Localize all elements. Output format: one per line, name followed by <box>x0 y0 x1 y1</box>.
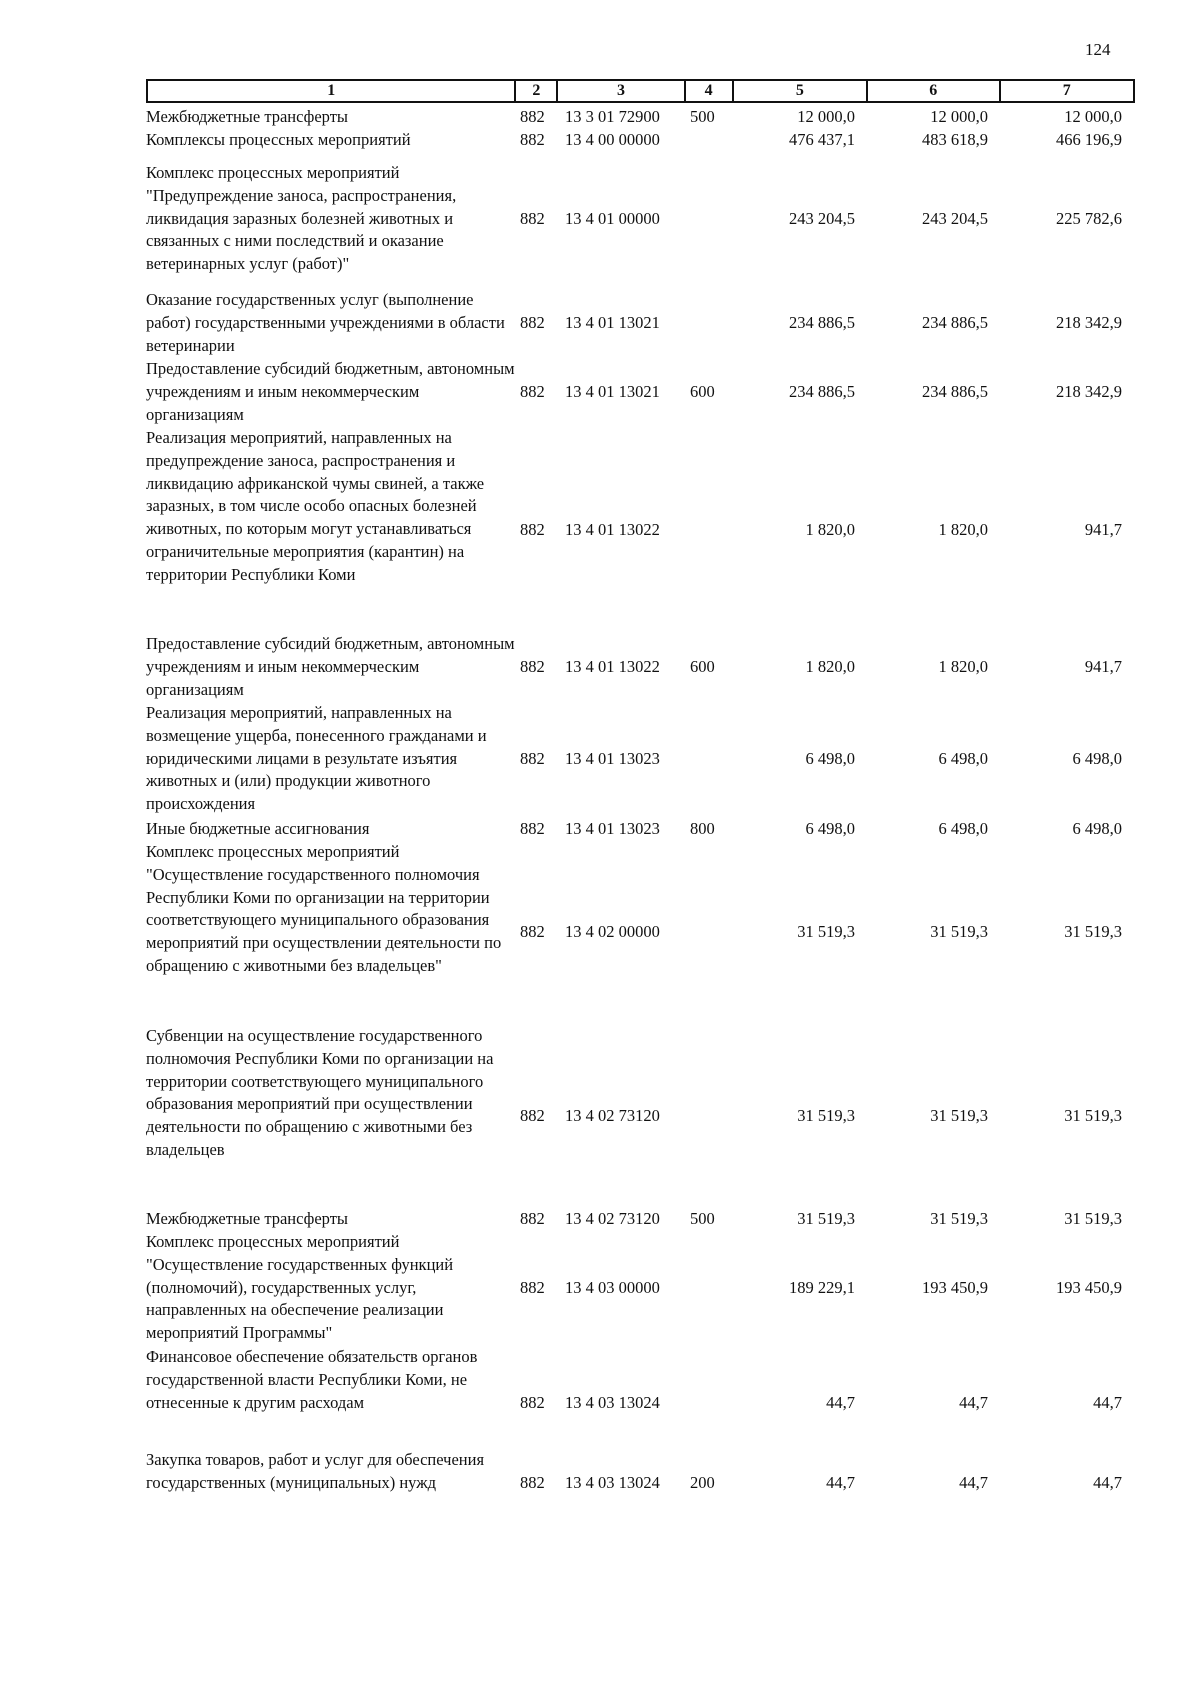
row-target-code: 13 4 00 00000 <box>565 130 660 149</box>
row-description: Комплексы процессных мероприятий <box>146 130 411 149</box>
row-value-col5: 44,7 <box>826 1393 855 1412</box>
row-admin-code: 882 <box>520 209 545 228</box>
row-value-col7: 225 782,6 <box>1056 209 1122 228</box>
row-admin-code: 882 <box>520 657 545 676</box>
row-value-col7: 218 342,9 <box>1056 313 1122 332</box>
row-value-col6: 12 000,0 <box>930 107 988 126</box>
row-value-col7: 31 519,3 <box>1064 1106 1122 1125</box>
row-target-code: 13 4 03 13024 <box>565 1393 660 1412</box>
column-header-5: 5 <box>733 80 867 102</box>
row-target-code: 13 4 03 00000 <box>565 1278 660 1297</box>
row-description: Оказание государственных услуг (выполнение работ) государственными учреждениями в области ветеринарии <box>146 290 505 355</box>
row-value-col7: 31 519,3 <box>1064 1209 1122 1228</box>
row-value-col6: 31 519,3 <box>930 1106 988 1125</box>
row-value-col6: 31 519,3 <box>930 1209 988 1228</box>
row-expense-type: 800 <box>690 819 715 838</box>
row-value-col6: 193 450,9 <box>922 1278 988 1297</box>
row-admin-code: 882 <box>520 520 545 539</box>
row-value-col6: 1 820,0 <box>938 657 988 676</box>
row-value-col7: 12 000,0 <box>1064 107 1122 126</box>
row-value-col5: 1 820,0 <box>805 520 855 539</box>
row-value-col5: 44,7 <box>826 1473 855 1492</box>
row-admin-code: 882 <box>520 382 545 401</box>
row-admin-code: 882 <box>520 1106 545 1125</box>
row-value-col5: 234 886,5 <box>789 313 855 332</box>
row-value-col5: 1 820,0 <box>805 657 855 676</box>
row-description: Комплекс процессных мероприятий "Предупреждение заноса, распространения, ликвидация заразных болезней животных и связанных с ними последствий и оказание ветеринарных услуг (работ)" <box>146 163 457 274</box>
column-header-2: 2 <box>515 80 557 102</box>
row-value-col7: 466 196,9 <box>1056 130 1122 149</box>
row-expense-type: 200 <box>690 1473 715 1492</box>
row-value-col5: 31 519,3 <box>797 1209 855 1228</box>
row-target-code: 13 4 01 13023 <box>565 819 660 838</box>
row-value-col6: 44,7 <box>959 1393 988 1412</box>
row-target-code: 13 4 01 13021 <box>565 382 660 401</box>
row-admin-code: 882 <box>520 1209 545 1228</box>
column-header-row <box>147 80 1134 102</box>
row-value-col5: 476 437,1 <box>789 130 855 149</box>
row-description: Межбюджетные трансферты <box>146 107 349 126</box>
row-value-col7: 44,7 <box>1093 1473 1122 1492</box>
row-description: Предоставление субсидий бюджетным, автономным учреждениям и иным некоммерческим организациям <box>146 359 515 424</box>
row-description: Комплекс процессных мероприятий "Осуществление государственных функций (полномочий), государственных услуг, направленных на обеспечение реализации мероприятий Программы" <box>146 1232 454 1343</box>
column-header-4: 4 <box>685 80 733 102</box>
column-header-7: 7 <box>1000 80 1135 102</box>
row-target-code: 13 3 01 72900 <box>565 107 660 126</box>
column-header-table <box>146 79 1135 103</box>
row-value-col5: 6 498,0 <box>805 749 855 768</box>
row-value-col6: 6 498,0 <box>938 819 988 838</box>
row-value-col7: 218 342,9 <box>1056 382 1122 401</box>
row-target-code: 13 4 01 13022 <box>565 520 660 539</box>
row-expense-type: 600 <box>690 657 715 676</box>
row-value-col6: 1 820,0 <box>938 520 988 539</box>
row-value-col5: 243 204,5 <box>789 209 855 228</box>
column-header-6: 6 <box>867 80 999 102</box>
row-expense-type: 500 <box>690 107 715 126</box>
row-target-code: 13 4 01 13023 <box>565 749 660 768</box>
row-target-code: 13 4 01 13022 <box>565 657 660 676</box>
row-admin-code: 882 <box>520 819 545 838</box>
row-target-code: 13 4 02 73120 <box>565 1106 660 1125</box>
row-value-col7: 6 498,0 <box>1072 819 1122 838</box>
row-admin-code: 882 <box>520 1393 545 1412</box>
row-value-col7: 193 450,9 <box>1056 1278 1122 1297</box>
row-value-col5: 189 229,1 <box>789 1278 855 1297</box>
row-value-col7: 941,7 <box>1084 657 1122 676</box>
row-description: Финансовое обеспечение обязательств органов государственной власти Республики Коми, не отнесенные к другим расходам <box>146 1347 478 1412</box>
column-header-1: 1 <box>147 80 515 102</box>
row-value-col7: 941,7 <box>1084 520 1122 539</box>
row-value-col6: 234 886,5 <box>922 382 988 401</box>
row-expense-type: 600 <box>690 382 715 401</box>
row-description: Закупка товаров, работ и услуг для обеспечения государственных (муниципальных) нужд <box>146 1450 485 1492</box>
row-description: Реализация мероприятий, направленных на предупреждение заноса, распространения и ликвидацию африканской чумы свиней, а также заразных, в том числе особо опасных болезней животных, по которым могут устанавливаться ограничительные мероприятия (карантин) на территории Республики Коми <box>146 428 485 584</box>
row-value-col7: 6 498,0 <box>1072 749 1122 768</box>
row-admin-code: 882 <box>520 130 545 149</box>
row-target-code: 13 4 01 00000 <box>565 209 660 228</box>
row-target-code: 13 4 02 73120 <box>565 1209 660 1228</box>
row-value-col5: 234 886,5 <box>789 382 855 401</box>
row-value-col6: 6 498,0 <box>938 749 988 768</box>
row-value-col6: 483 618,9 <box>922 130 988 149</box>
page-number: 124 <box>1085 40 1111 59</box>
row-expense-type: 500 <box>690 1209 715 1228</box>
row-description: Субвенции на осуществление государственного полномочия Республики Коми по организации на территории соответствующего муниципального образования мероприятий при осуществлении деятельности по обращению с животными без владельцев <box>146 1026 494 1159</box>
row-target-code: 13 4 02 00000 <box>565 922 660 941</box>
row-admin-code: 882 <box>520 749 545 768</box>
row-target-code: 13 4 03 13024 <box>565 1473 660 1492</box>
row-admin-code: 882 <box>520 1278 545 1297</box>
row-description: Межбюджетные трансферты <box>146 1209 349 1228</box>
column-header-3: 3 <box>557 80 684 102</box>
row-value-col5: 31 519,3 <box>797 1106 855 1125</box>
row-value-col6: 31 519,3 <box>930 922 988 941</box>
row-target-code: 13 4 01 13021 <box>565 313 660 332</box>
row-admin-code: 882 <box>520 1473 545 1492</box>
row-value-col6: 234 886,5 <box>922 313 988 332</box>
row-admin-code: 882 <box>520 922 545 941</box>
row-description: Комплекс процессных мероприятий "Осуществление государственного полномочия Республики Коми по организации на территории соответствующего муниципального образования мероприятий при осуществлении деятельности по обращению с животными без владельцев" <box>146 842 502 975</box>
row-admin-code: 882 <box>520 107 545 126</box>
row-value-col7: 31 519,3 <box>1064 922 1122 941</box>
row-value-col5: 6 498,0 <box>805 819 855 838</box>
row-description: Реализация мероприятий, направленных на возмещение ущерба, понесенного гражданами и юридическими лицами в результате изъятия животных и (или) продукции животного происхождения <box>146 703 487 814</box>
row-value-col5: 31 519,3 <box>797 922 855 941</box>
row-value-col7: 44,7 <box>1093 1393 1122 1412</box>
row-description: Предоставление субсидий бюджетным, автономным учреждениям и иным некоммерческим организациям <box>146 634 515 699</box>
row-description: Иные бюджетные ассигнования <box>146 819 370 838</box>
row-admin-code: 882 <box>520 313 545 332</box>
row-value-col5: 12 000,0 <box>797 107 855 126</box>
row-value-col6: 44,7 <box>959 1473 988 1492</box>
row-value-col6: 243 204,5 <box>922 209 988 228</box>
